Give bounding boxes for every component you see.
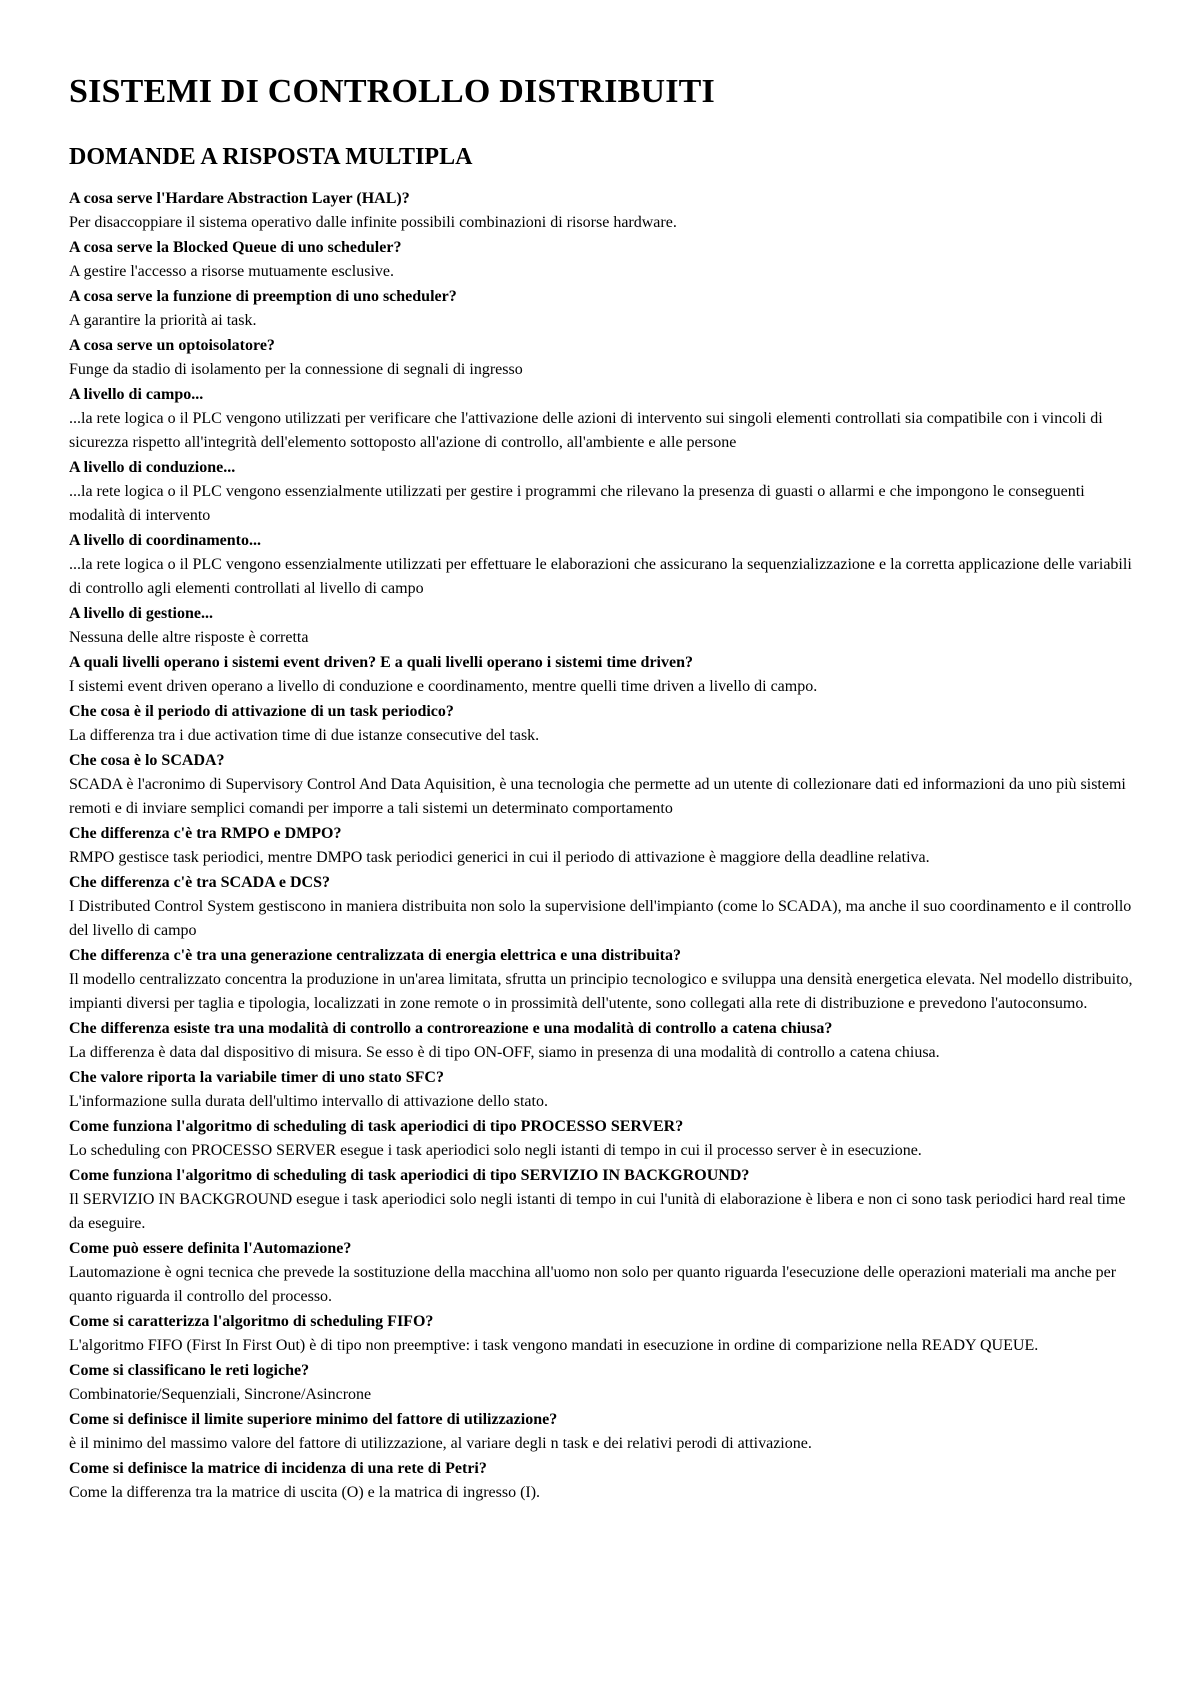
document-title: SISTEMI DI CONTROLLO DISTRIBUITI: [69, 73, 715, 110]
question-text: Che differenza c'è tra una generazione centralizzata di energia elettrica e una distribuita?: [69, 947, 682, 964]
answer-text: I Distributed Control System gestiscono in maniera distribuita non solo la supervisione dell'impianto (come lo SCADA), ma anche il suo coordinamento e il controllo del livello di campo: [69, 898, 1132, 939]
question-text: Che differenza c'è tra RMPO e DMPO?: [69, 825, 342, 842]
qa-item: [69, 333, 1140, 382]
qa-item: [69, 1065, 1140, 1114]
answer-text: Il modello centralizzato concentra la produzione in un'area limitata, sfrutta un principio tecnologico e sviluppa una densità energetica elevata. Nel modello distribuito, impianti diversi per taglia e tipologia, localizzati in zone remote o in prossimità dell'utente, sono collegati alla rete di distribuzione e prevedono l'autoconsumo.: [69, 971, 1133, 1012]
qa-item: [69, 382, 1140, 455]
answer-text: Per disaccoppiare il sistema operativo dalle infinite possibili combinazioni di risorse hardware.: [69, 214, 677, 231]
question-text: A cosa serve la Blocked Queue di uno scheduler?: [69, 239, 402, 256]
answer-text: I sistemi event driven operano a livello di conduzione e coordinamento, mentre quelli time driven a livello di campo.: [69, 678, 818, 695]
answer-text: Come la differenza tra la matrice di uscita (O) e la matrica di ingresso (I).: [69, 1484, 541, 1501]
question-text: Come funziona l'algoritmo di scheduling di task aperiodici di tipo SERVIZIO IN BACKGROUND?: [69, 1167, 750, 1184]
qa-item: [69, 1114, 1140, 1163]
question-text: A quali livelli operano i sistemi event driven? E a quali livelli operano i sistemi time driven?: [69, 654, 693, 671]
qa-item: [69, 1016, 1140, 1065]
question-text: Come funziona l'algoritmo di scheduling di task aperiodici di tipo PROCESSO SERVER?: [69, 1118, 684, 1135]
qa-item: [69, 186, 1140, 235]
question-text: Che cosa è lo SCADA?: [69, 752, 225, 769]
answer-text: Nessuna delle altre risposte è corretta: [69, 629, 309, 646]
answer-text: RMPO gestisce task periodici, mentre DMPO task periodici generici in cui il periodo di attivazione è maggiore della deadline relativa.: [69, 849, 930, 866]
answer-text: Funge da stadio di isolamento per la connessione di segnali di ingresso: [69, 361, 523, 378]
qa-item: [69, 870, 1140, 943]
question-text: A cosa serve l'Hardare Abstraction Layer (HAL)?: [69, 190, 410, 207]
qa-item: [69, 528, 1140, 601]
question-text: Che differenza c'è tra SCADA e DCS?: [69, 874, 330, 891]
qa-item: [69, 284, 1140, 333]
answer-text: ...la rete logica o il PLC vengono utilizzati per verificare che l'attivazione delle azioni di intervento sui singoli elementi controllati sia compatibile con i vincoli di sicurezza rispetto all'integrità dell'elemento sottoposto all'azione di controllo, all'ambiente e alle persone: [69, 410, 1103, 451]
question-text: A cosa serve la funzione di preemption di uno scheduler?: [69, 288, 457, 305]
question-text: Che differenza esiste tra una modalità di controllo a controreazione e una modalità di controllo a catena chiusa?: [69, 1020, 833, 1037]
qa-item: [69, 1163, 1140, 1236]
qa-list: [69, 186, 1140, 1505]
answer-text: L'informazione sulla durata dell'ultimo intervallo di attivazione dello stato.: [69, 1093, 548, 1110]
question-text: A cosa serve un optoisolatore?: [69, 337, 275, 354]
qa-item: [69, 601, 1140, 650]
answer-text: Il SERVIZIO IN BACKGROUND esegue i task aperiodici solo negli istanti di tempo in cui l'unità di elaborazione è libera e non ci sono task periodici hard real time da eseguire.: [69, 1191, 1126, 1232]
qa-item: [69, 1358, 1140, 1407]
question-text: Che cosa è il periodo di attivazione di un task periodico?: [69, 703, 454, 720]
question-text: A livello di coordinamento...: [69, 532, 261, 549]
qa-item: [69, 748, 1140, 821]
question-text: Come si definisce il limite superiore minimo del fattore di utilizzazione?: [69, 1411, 558, 1428]
question-text: A livello di conduzione...: [69, 459, 236, 476]
qa-item: [69, 455, 1140, 528]
qa-item: [69, 1309, 1140, 1358]
qa-item: [69, 650, 1140, 699]
answer-text: è il minimo del massimo valore del fattore di utilizzazione, al variare degli n task e dei relativi perodi di attivazione.: [69, 1435, 812, 1452]
answer-text: Lo scheduling con PROCESSO SERVER esegue i task aperiodici solo negli istanti di tempo in cui il processo server è in esecuzione.: [69, 1142, 922, 1159]
question-text: A livello di gestione...: [69, 605, 213, 622]
question-text: Come si classificano le reti logiche?: [69, 1362, 310, 1379]
answer-text: ...la rete logica o il PLC vengono essenzialmente utilizzati per effettuare le elaborazioni che assicurano la sequenzializzazione e la corretta applicazione delle variabili di controllo agli elementi controllati al livello di campo: [69, 556, 1132, 597]
answer-text: A gestire l'accesso a risorse mutuamente esclusive.: [69, 263, 394, 280]
answer-text: A garantire la priorità ai task.: [69, 312, 257, 329]
question-text: Come si definisce la matrice di incidenza di una rete di Petri?: [69, 1460, 487, 1477]
qa-item: [69, 1236, 1140, 1309]
answer-text: Combinatorie/Sequenziali, Sincrone/Asincrone: [69, 1386, 372, 1403]
qa-item: [69, 699, 1140, 748]
answer-text: SCADA è l'acronimo di Supervisory Control And Data Aquisition, è una tecnologia che permette ad un utente di collezionare dati ed informazioni da uno più sistemi remoti e di inviare semplici comandi per imporre a tali sistemi un determinato comportamento: [69, 776, 1126, 817]
answer-text: La differenza tra i due activation time di due istanze consecutive del task.: [69, 727, 540, 744]
qa-item: [69, 235, 1140, 284]
question-text: A livello di campo...: [69, 386, 204, 403]
answer-text: ...la rete logica o il PLC vengono essenzialmente utilizzati per gestire i programmi che rilevano la presenza di guasti o allarmi e che impongono le conseguenti modalità di intervento: [69, 483, 1085, 524]
qa-item: [69, 943, 1140, 1016]
question-text: Come si caratterizza l'algoritmo di scheduling FIFO?: [69, 1313, 434, 1330]
section-title: DOMANDE A RISPOSTA MULTIPLA: [69, 144, 473, 170]
question-text: Che valore riporta la variabile timer di uno stato SFC?: [69, 1069, 444, 1086]
question-text: Come può essere definita l'Automazione?: [69, 1240, 352, 1257]
answer-text: Lautomazione è ogni tecnica che prevede la sostituzione della macchina all'uomo non solo per quanto riguarda l'esecuzione delle operazioni materiali ma anche per quanto riguarda il controllo del processo.: [69, 1264, 1117, 1305]
qa-item: [69, 821, 1140, 870]
answer-text: L'algoritmo FIFO (First In First Out) è di tipo non preemptive: i task vengono mandati in esecuzione in ordine di comparizione nella READY QUEUE.: [69, 1337, 1039, 1354]
answer-text: La differenza è data dal dispositivo di misura. Se esso è di tipo ON-OFF, siamo in presenza di una modalità di controllo a catena chiusa.: [69, 1044, 940, 1061]
qa-item: [69, 1456, 1140, 1505]
qa-item: [69, 1407, 1140, 1456]
